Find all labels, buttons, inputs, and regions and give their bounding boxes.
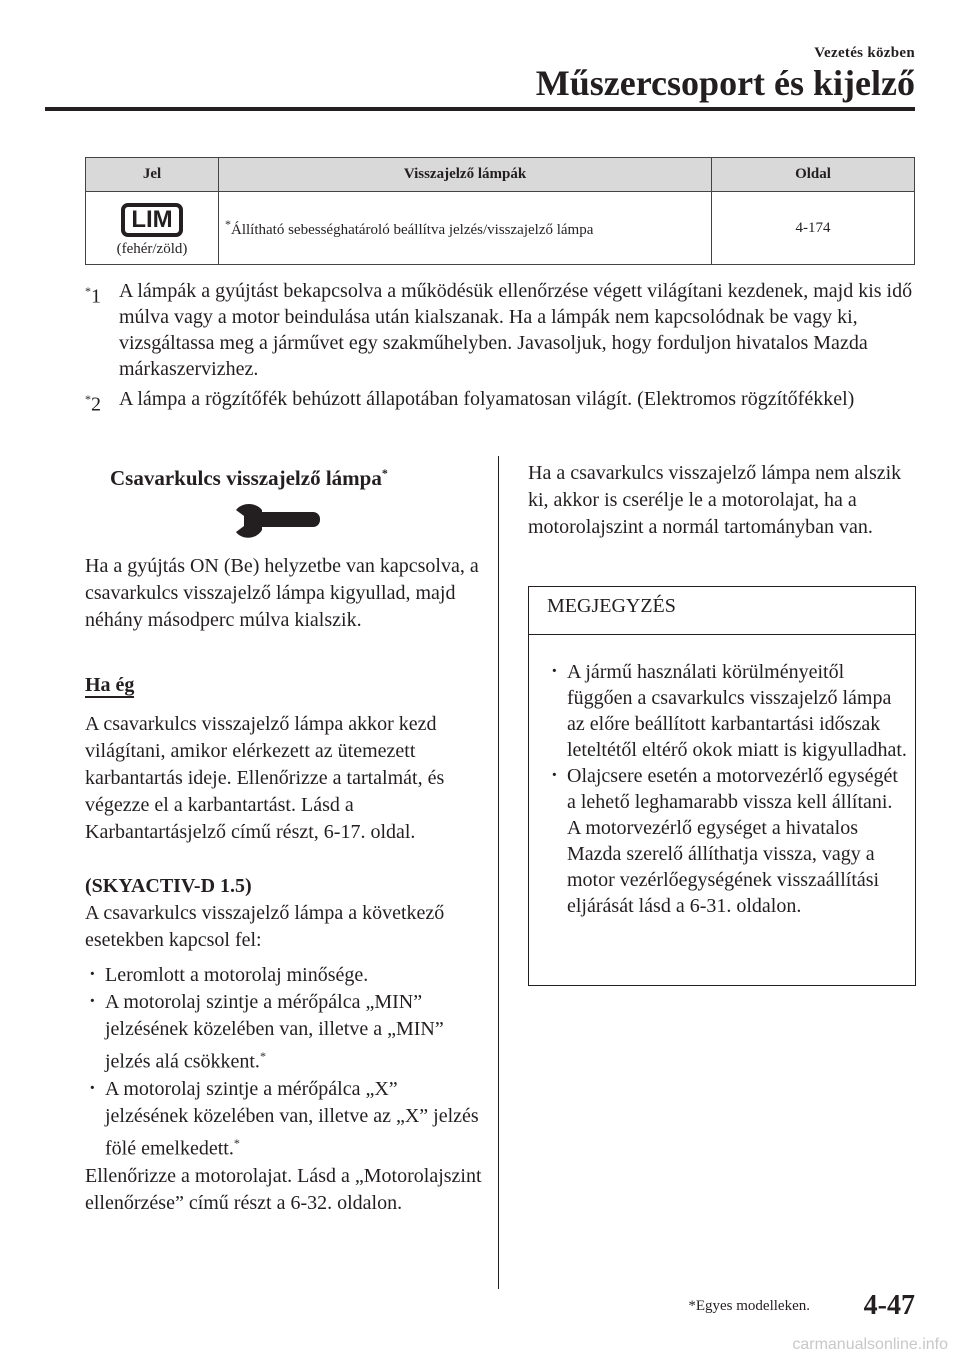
right-paragraph: Ha a csavarkulcs visszajelző lámpa nem alszik ki, akkor is cserélje le a motorolajat, ha a motorolajszint a normál tartományban van. xyxy=(528,462,902,538)
intro-paragraph: Ha a gyújtás ON (Be) helyzetbe van kapcsolva, a csavarkulcs visszajelző lámpa kigyullad, majd néhány másodperc múlva kialszik. xyxy=(85,555,479,631)
section-heading: Csavarkulcs visszajelző lámpa* xyxy=(110,466,388,490)
closing-paragraph: Ellenőrizze a motorolajat. Lásd a „Motorolajszint ellenőrzése” című részt a 6-32. oldalon. xyxy=(85,1165,482,1214)
header-rule xyxy=(45,107,915,111)
list-item: · A motorolaj szintje a mérőpálca „X” jelzésének közelében van, illetve az „X” jelzés fölé emelkedett.* xyxy=(85,1076,485,1163)
maintenance-paragraph: A csavarkulcs visszajelző lámpa akkor kezd világítani, amikor elérkezett az ütemezett karbantartás ideje. Ellenőrizze a tartalmát, és végezze el a karbantartást. Lásd a Karbantartásjelző című részt, 6-17. oldal. xyxy=(85,713,445,843)
conditions-paragraph: A csavarkulcs visszajelző lámpa a következő esetekben kapcsol fel: xyxy=(85,902,445,951)
footnote-text: A lámpa a rögzítőfék behúzott állapotában folyamatosan világít. (Elektromos rögzítőfékkel) xyxy=(119,388,855,410)
symbol-cell xyxy=(86,192,219,265)
table-header-row xyxy=(86,158,915,192)
note-item: · Olajcsere esetén a motorvezérlő egységét a lehető leghamarabb vissza kell állítani. xyxy=(547,763,907,815)
footnote-2: *2 A lámpa a rögzítőfék behúzott állapotában folyamatosan világít. (Elektromos rögzítőfékkel) xyxy=(85,386,919,412)
table-row xyxy=(86,192,915,265)
footnote-1: *1 A lámpák a gyújtást bekapcsolva a működésük ellenőrzése végett világítani kezdenek, majd kis idő múlva vagy a motor beindulása után kialszanak. Ha a lámpák nem kapcsolódnak be vagy ki, vizsgáltassa meg a járművet egy szakműhelyben. Javasoljuk, hogy forduljon hivatalos Mazda márkaszervizhez. xyxy=(85,278,919,382)
note-title: MEGJEGYZÉS xyxy=(547,595,676,617)
watermark: carmanualsonline.info xyxy=(792,1336,948,1353)
wrench-icon xyxy=(232,498,324,544)
footnote-text: A lámpák a gyújtást bekapcsolva a működésük ellenőrzése végett világítani kezdenek, majd kis idő múlva vagy a motor beindulása után kialszanak. Ha a lámpák nem kapcsolódnak be vagy ki, vizsgáltassa meg a járművet egy szakműhelyben. Javasoljuk, hogy forduljon hivatalos Mazda márkaszervizhez. xyxy=(119,280,913,380)
list-item: · A motorolaj szintje a mérőpálca „MIN” jelzésének közelében van, illetve a „MIN” jelzés alá csökkent.* xyxy=(85,989,485,1076)
model-mark: * xyxy=(225,217,231,231)
table-header-symbol: Jel xyxy=(86,158,219,192)
footer-note: *Egyes modelleken. xyxy=(688,1298,810,1314)
model-label: (SKYACTIV-D 1.5) xyxy=(85,875,252,897)
column-divider xyxy=(498,456,499,1289)
page-ref-cell: 4-174 xyxy=(712,192,915,265)
note-divider xyxy=(529,634,915,635)
list-item: · Leromlott a motorolaj minősége. xyxy=(85,962,485,989)
subheading: Ha ég xyxy=(85,674,135,696)
description-cell xyxy=(219,192,712,265)
page-number: 4-47 xyxy=(863,1290,915,1321)
conditions-list xyxy=(85,962,485,1162)
indicator-table xyxy=(85,157,915,265)
note-continuation: A motorvezérlő egységet a hivatalos Mazda szerelő állíthatja vissza, vagy a motor vezérlőegységének visszaállítási eljárását lásd a 6-31. oldalon. xyxy=(567,817,880,917)
table-header-page: Oldal xyxy=(712,158,915,192)
note-item: · A jármű használati körülményeitől függően a csavarkulcs visszajelző lámpa az előre beállított karbantartási időszak leteltétől eltérő okok miatt is kigyulladhat. xyxy=(547,659,907,763)
icon-color-label: (fehér/zöld) xyxy=(116,240,188,257)
table-header-lamps: Visszajelző lámpák xyxy=(219,158,712,192)
note-box xyxy=(528,586,916,986)
speed-limiter-icon: LIM xyxy=(121,203,182,237)
lamp-description: Állítható sebességhatároló beállítva jelzés/visszajelző lámpa xyxy=(231,222,594,238)
note-body xyxy=(547,639,907,919)
page-title: Műszercsoport és kijelző xyxy=(535,63,915,103)
section-label: Vezetés közben xyxy=(814,45,915,61)
